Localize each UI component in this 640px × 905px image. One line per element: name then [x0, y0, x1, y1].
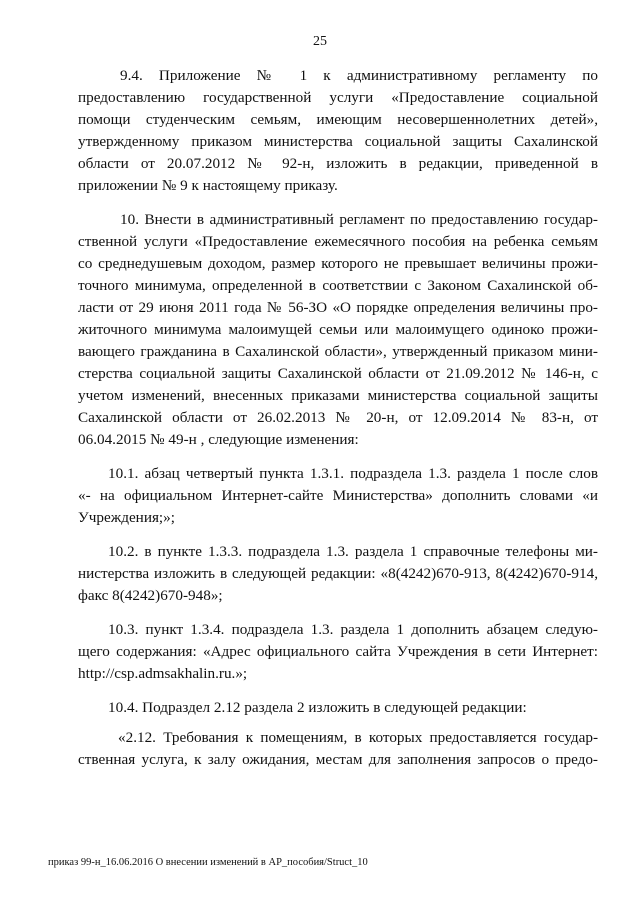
text-line: Учреждения;»; — [78, 509, 175, 526]
text-line: «- на официальном Интернет-сайте Министерства» дополнить словами «и — [78, 487, 598, 504]
text-line: ласти от 29 июня 2011 года № 56-ЗО «О порядке определения величины про- — [78, 299, 598, 316]
paragraph-2-12 — [78, 727, 598, 771]
text-line: предоставлению государственной услуги «Предоставление социальной — [78, 89, 598, 106]
text-line: 06.04.2015 № 49-н , следующие изменения: — [78, 431, 359, 448]
text-line: житочного минимума малоимущей семьи или малоимущего одиноко прожи- — [78, 321, 598, 338]
paragraph-10-3 — [78, 619, 598, 685]
text-line: http://csp.admsakhalin.ru.»; — [78, 665, 248, 682]
text-line: вающего гражданина в Сахалинской области», утвержденный приказом мини- — [78, 343, 598, 360]
text-line: 10.2. в пункте 1.3.3. подраздела 1.3. раздела 1 справочные телефоны ми- — [108, 543, 598, 560]
text-line: стерства социальной защиты Сахалинской области от 21.09.2012 № 146-н, с — [78, 365, 598, 382]
text-line: точного минимума, определенной в соответствии с Законом Сахалинской об- — [78, 277, 598, 294]
text-line: 9.4. Приложение № 1 к административному регламенту по — [120, 67, 598, 84]
text-line: помощи студенческим семьям, имеющим несовершеннолетних детей», — [78, 111, 598, 128]
text-line: Сахалинской области от 26.02.2013 № 20-н, от 12.09.2014 № 83-н, от — [78, 409, 598, 426]
text-line: области от 20.07.2012 № 92-н, изложить в редакции, приведенной в — [78, 155, 598, 172]
text-line: нистерства изложить в следующей редакции: «8(4242)670-913, 8(4242)670-914, — [78, 565, 598, 582]
document-body — [78, 65, 598, 771]
text-line: щего содержания: «Адрес официального сайта Учреждения в сети Интернет: — [78, 643, 598, 660]
paragraph-10 — [78, 209, 598, 451]
text-line: 10.3. пункт 1.3.4. подраздела 1.3. раздела 1 дополнить абзацем следую- — [108, 621, 598, 638]
text-line: 10.4. Подраздел 2.12 раздела 2 изложить в следующей редакции: — [108, 699, 527, 716]
text-line: 10. Внести в административный регламент по предоставлению государ- — [120, 211, 598, 228]
text-line: со среднедушевым доходом, размер которого не превышает величины прожи- — [78, 255, 598, 272]
paragraph-10-4 — [78, 697, 598, 719]
text-line: факс 8(4242)670-948»; — [78, 587, 223, 604]
paragraph-10-1 — [78, 463, 598, 529]
text-line: ственной услуги «Предоставление ежемесячного пособия на ребенка семьям — [78, 233, 598, 250]
footer-filename: приказ 99-н_16.06.2016 О внесении изменений в АР_пособия/Struct_10 — [48, 857, 368, 868]
paragraph-10-2 — [78, 541, 598, 607]
text-line: утвержденному приказом министерства социальной защиты Сахалинской — [78, 133, 598, 150]
text-line: 10.1. абзац четвертый пункта 1.3.1. подраздела 1.3. раздела 1 после слов — [108, 465, 598, 482]
text-line: «2.12. Требования к помещениям, в которых предоставляется государ- — [118, 729, 598, 746]
paragraph-9-4 — [78, 65, 598, 197]
text-line: учетом изменений, внесенных приказами министерства социальной защиты — [78, 387, 598, 404]
text-line: приложении № 9 к настоящему приказу. — [78, 177, 338, 194]
page-number: 25 — [313, 34, 327, 49]
text-line: ственная услуга, к залу ожидания, местам для заполнения запросов о предо- — [78, 751, 598, 768]
